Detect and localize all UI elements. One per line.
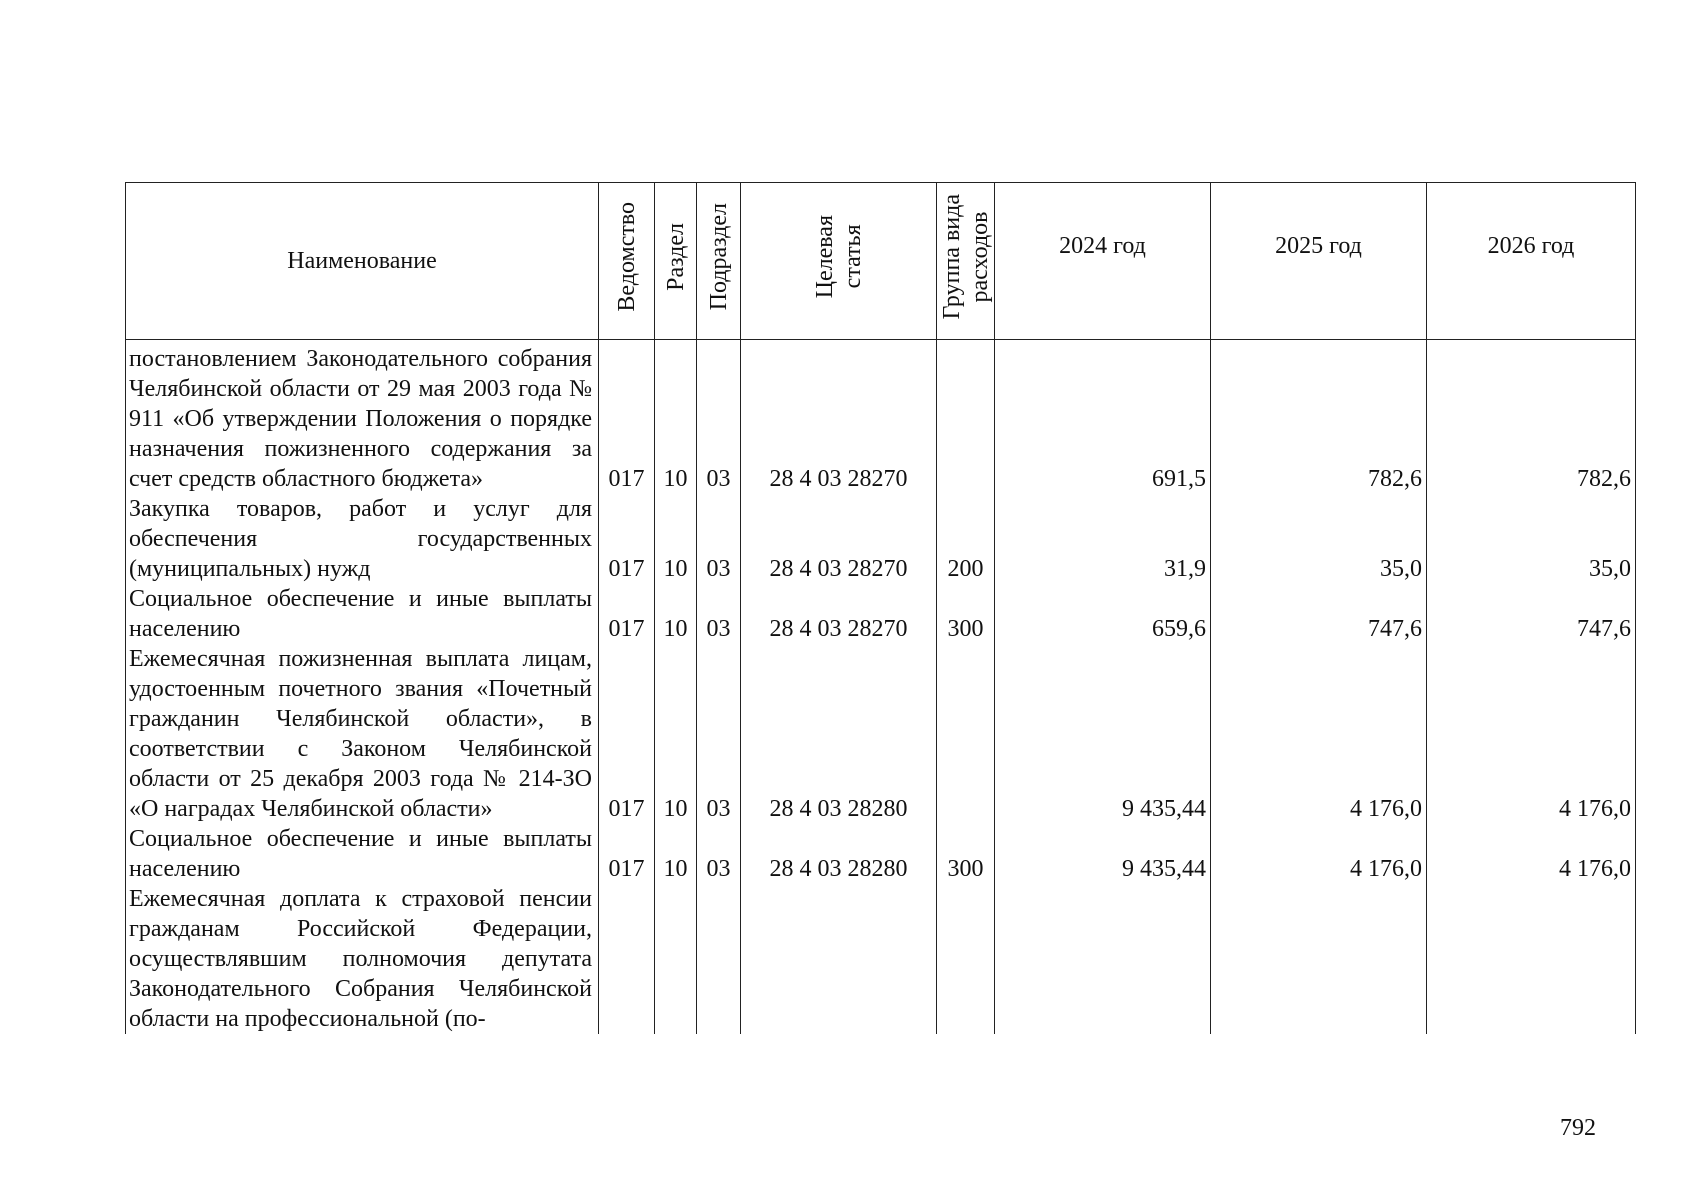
row-2026: 4 176,0 (1427, 824, 1636, 884)
row-2026 (1427, 884, 1636, 1034)
table-row (126, 494, 1636, 584)
row-vedomstvo: 017 (599, 824, 655, 884)
table-row (126, 884, 1636, 1034)
row-vedomstvo: 017 (599, 644, 655, 824)
row-2024: 9 435,44 (995, 824, 1211, 884)
row-razdel: 10 (655, 494, 697, 584)
row-vedomstvo: 017 (599, 584, 655, 644)
row-razdel: 10 (655, 644, 697, 824)
budget-table (125, 182, 1636, 1034)
row-gruppa: 300 (937, 824, 995, 884)
row-podrazdel: 03 (697, 644, 741, 824)
row-podrazdel: 03 (697, 340, 741, 495)
table-row (126, 644, 1636, 824)
row-gruppa: 300 (937, 584, 995, 644)
page-number: 792 (1560, 1115, 1596, 1141)
header-2026: 2026 год (1427, 183, 1636, 340)
row-2025: 782,6 (1211, 340, 1427, 495)
row-razdel: 10 (655, 340, 697, 495)
header-podrazdel: Подраздел (697, 183, 741, 340)
row-tselevaya: 28 4 03 28270 (741, 340, 937, 495)
row-name: постановлением Законодательного собрания Челябинской области от 29 мая 2003 года № 911 «Об утверждении Положения о порядке назначения пожизненного содержания за счет средств областного бюджета» (126, 340, 599, 495)
row-tselevaya: 28 4 03 28270 (741, 584, 937, 644)
table-row (126, 824, 1636, 884)
row-vedomstvo: 017 (599, 340, 655, 495)
row-name: Закупка товаров, работ и услуг для обеспечения государственных (муниципальных) нужд (126, 494, 599, 584)
row-vedomstvo: 017 (599, 494, 655, 584)
row-2025: 4 176,0 (1211, 644, 1427, 824)
row-podrazdel (697, 884, 741, 1034)
row-2025 (1211, 884, 1427, 1034)
header-name: Наименование (126, 183, 599, 340)
row-2025: 4 176,0 (1211, 824, 1427, 884)
row-name: Ежемесячная доплата к страховой пенсии гражданам Российской Федерации, осуществлявшим полномочия депутата Законодательного Собрания Челябинской области на профессиональной (по- (126, 884, 599, 1034)
row-2025: 35,0 (1211, 494, 1427, 584)
row-razdel: 10 (655, 824, 697, 884)
header-2024: 2024 год (995, 183, 1211, 340)
row-tselevaya (741, 884, 937, 1034)
row-2026: 782,6 (1427, 340, 1636, 495)
table-header-row (126, 183, 1636, 340)
row-2026: 747,6 (1427, 584, 1636, 644)
row-podrazdel: 03 (697, 584, 741, 644)
row-2024: 659,6 (995, 584, 1211, 644)
row-podrazdel: 03 (697, 824, 741, 884)
row-name: Социальное обеспечение и иные выплаты населению (126, 824, 599, 884)
row-gruppa: 200 (937, 494, 995, 584)
row-2024: 691,5 (995, 340, 1211, 495)
header-gruppa-vida-rashodov: Группа вида расходов (937, 183, 995, 340)
header-razdel: Раздел (655, 183, 697, 340)
row-2026: 35,0 (1427, 494, 1636, 584)
row-razdel: 10 (655, 584, 697, 644)
table-row (126, 340, 1636, 495)
row-gruppa (937, 340, 995, 495)
row-name: Ежемесячная пожизненная выплата лицам, удостоенным почетного звания «Почетный гражданин Челябинской области», в соответствии с Законом Челябинской области от 25 декабря 2003 года № 214-ЗО «О наградах Челябинской области» (126, 644, 599, 824)
table-row (126, 584, 1636, 644)
row-tselevaya: 28 4 03 28280 (741, 644, 937, 824)
row-2026: 4 176,0 (1427, 644, 1636, 824)
header-2025: 2025 год (1211, 183, 1427, 340)
header-tselevaya-statya: Целевая статья (741, 183, 937, 340)
row-2024 (995, 884, 1211, 1034)
row-vedomstvo (599, 884, 655, 1034)
row-tselevaya: 28 4 03 28270 (741, 494, 937, 584)
row-2025: 747,6 (1211, 584, 1427, 644)
header-vedomstvo: Ведомство (599, 183, 655, 340)
row-tselevaya: 28 4 03 28280 (741, 824, 937, 884)
row-gruppa (937, 884, 995, 1034)
row-gruppa (937, 644, 995, 824)
row-name: Социальное обеспечение и иные выплаты населению (126, 584, 599, 644)
row-podrazdel: 03 (697, 494, 741, 584)
row-2024: 9 435,44 (995, 644, 1211, 824)
row-2024: 31,9 (995, 494, 1211, 584)
row-razdel (655, 884, 697, 1034)
